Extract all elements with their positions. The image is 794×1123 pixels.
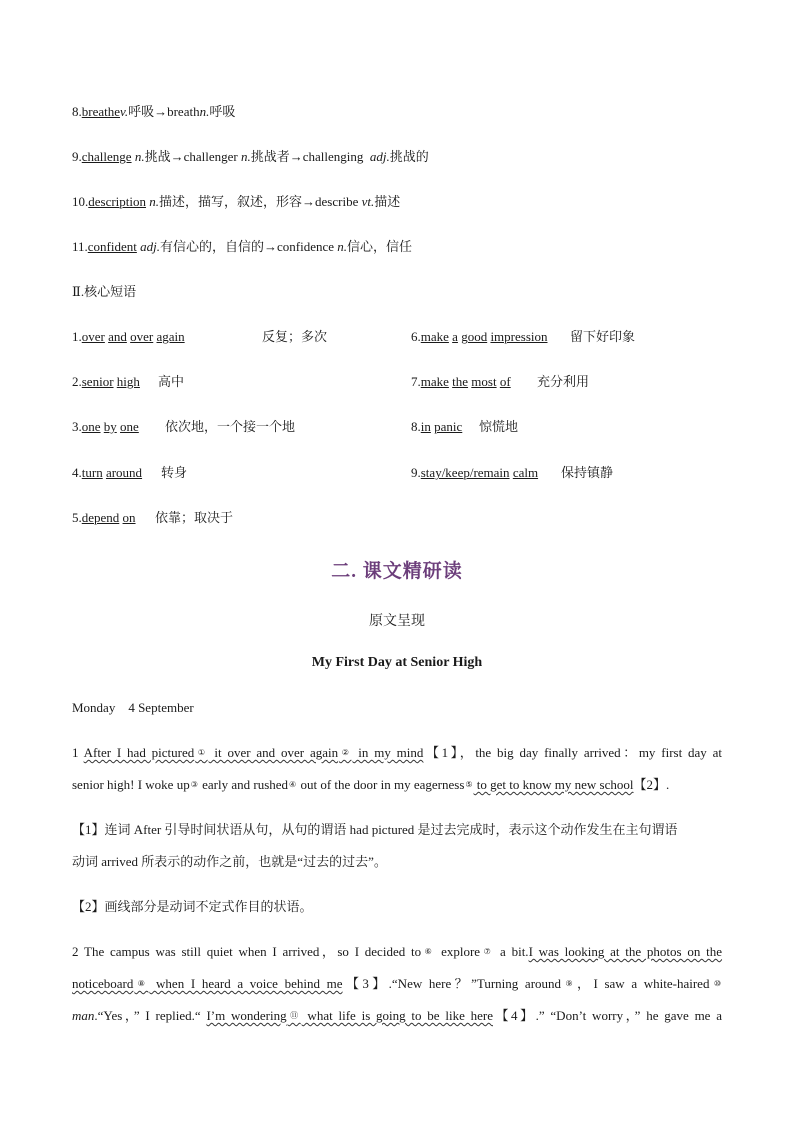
phrase-word: make: [420, 329, 449, 344]
related-word: confidence: [277, 239, 335, 254]
underlined-clause: to get to know my new school: [473, 777, 634, 792]
chinese-meaning: 描述: [374, 194, 401, 209]
item-number: 6.: [411, 329, 421, 344]
text: 【1】，the big day finally arrived：my first day at: [423, 745, 723, 760]
phrase-word: one: [120, 419, 139, 434]
note-1-line-1: 【1】连词 After 引导时间状语从句，从句的谓语 had pictured 是过去完成时，表示这个动作发生在主句谓语: [72, 822, 678, 837]
phrase-word: on: [122, 510, 136, 525]
date-line: Monday 4 September: [72, 700, 194, 715]
vocab-item-8: [72, 104, 235, 120]
text: what life is going to be like here: [301, 1008, 493, 1023]
part-of-speech: v.: [120, 104, 129, 119]
phrase-word: senior: [81, 374, 114, 389]
chinese-meaning: 有信心的，自信的: [160, 239, 265, 254]
underlined-clause: [206, 1008, 493, 1023]
related-word: challenger: [183, 149, 238, 164]
phrase-word: stay/keep/remain: [420, 465, 510, 480]
item-number: 10.: [72, 194, 89, 209]
phrase-meaning: 惊慌地: [479, 419, 519, 434]
part-of-speech: adj.: [140, 239, 160, 254]
chinese-meaning: 信心，信任: [347, 239, 413, 254]
phrase-word: panic: [434, 419, 463, 434]
phrase-word: turn: [81, 465, 103, 480]
paragraph-2-line-3: [72, 1008, 722, 1024]
note-2: 【2】画线部分是动词不定式作目的状语。: [72, 899, 313, 914]
phrases-heading: Ⅱ.核心短语: [72, 284, 137, 299]
text: early and rushed: [198, 777, 289, 792]
phrase-word: calm: [512, 465, 539, 480]
item-number: 11.: [72, 239, 88, 254]
subheading: 原文呈现: [369, 614, 425, 629]
text: .“Yes，” I replied.“: [94, 1008, 207, 1023]
arrow: →: [154, 104, 168, 119]
text: when I heard a voice behind me: [149, 976, 343, 991]
annotation-marker: ⑦: [481, 947, 494, 956]
chinese-meaning: 描述，描写，叙述，形容: [159, 194, 303, 209]
item-number: 5.: [72, 510, 82, 525]
part-of-speech: n.: [199, 104, 210, 119]
item-number: 9.: [72, 149, 82, 164]
item-number: 2.: [72, 374, 82, 389]
vocab-word: breathe: [81, 104, 121, 119]
phrase-word: in: [420, 419, 431, 434]
chinese-meaning: 呼吸: [209, 104, 236, 119]
item-number: 8.: [411, 419, 421, 434]
vocab-item-9: [72, 149, 429, 165]
phrase-word: the: [452, 374, 469, 389]
phrase-word: high: [116, 374, 140, 389]
text: noticeboard: [72, 976, 134, 991]
annotation-marker: ⑩: [710, 979, 722, 988]
phrase-word: over: [130, 329, 154, 344]
phrase-word: make: [420, 374, 449, 389]
chinese-meaning: 挑战的: [389, 149, 429, 164]
annotation-marker: ⑪: [287, 1011, 301, 1020]
chinese-meaning: 呼吸: [128, 104, 155, 119]
arrow: →: [289, 149, 303, 164]
underlined-clause: [84, 745, 424, 760]
related-word: breath: [167, 104, 200, 119]
text: explore: [435, 944, 481, 959]
story-title: My First Day at Senior High: [311, 655, 483, 670]
phrase-item-9: [411, 465, 614, 481]
phrase-item-8: [411, 419, 519, 435]
paragraph-1-line-2: [72, 777, 722, 793]
phrase-item-7: [411, 374, 590, 390]
annotation-marker: ⑤: [465, 780, 473, 789]
paragraph-1-line-1: [72, 745, 722, 761]
vocab-word: challenge: [81, 149, 132, 164]
part-of-speech: vt.: [361, 194, 375, 209]
part-of-speech: n.: [240, 149, 251, 164]
phrase-meaning: 保持镇静: [561, 465, 614, 480]
annotation-marker: ③: [190, 780, 198, 789]
phrase-item-1: [72, 329, 328, 345]
phrase-meaning: 依靠；取决于: [155, 510, 234, 525]
phrase-meaning: 高中: [158, 374, 185, 389]
phrase-meaning: 转身: [161, 465, 188, 480]
phrase-word: of: [499, 374, 511, 389]
annotation-marker: ⑥: [422, 947, 435, 956]
text: ，I saw a white-haired: [577, 976, 710, 991]
phrase-word: by: [103, 419, 117, 434]
part-of-speech: n.: [337, 239, 348, 254]
part-of-speech: adj.: [369, 149, 390, 164]
vocab-word: description: [88, 194, 147, 209]
phrase-word: depend: [81, 510, 120, 525]
item-number: 9.: [411, 465, 421, 480]
note-1-line-2: 动词 arrived 所表示的动作之前，也就是“过去的过去”。: [72, 854, 387, 869]
underlined-clause: [72, 976, 343, 991]
text: 【2】.: [633, 777, 670, 792]
item-number: 1.: [72, 329, 82, 344]
phrase-word: around: [105, 465, 143, 480]
vocab-item-10: [72, 194, 400, 210]
item-number: 4.: [72, 465, 82, 480]
text: 1: [72, 745, 84, 760]
arrow: →: [170, 149, 184, 164]
item-number: 7.: [411, 374, 421, 389]
phrase-word: and: [108, 329, 127, 344]
phrase-item-4: [72, 465, 188, 481]
text: out of the door in my eagerness: [297, 777, 465, 792]
phrase-meaning: 反复；多次: [262, 329, 328, 344]
annotation-marker: ④: [289, 780, 297, 789]
part-of-speech: n.: [134, 149, 145, 164]
text: it over and over again: [208, 745, 339, 760]
text: senior high! I woke up: [72, 777, 190, 792]
related-word: describe: [315, 194, 359, 209]
phrase-meaning: 充分利用: [537, 374, 590, 389]
phrase-word: again: [156, 329, 185, 344]
phrase-item-2: [72, 374, 185, 390]
phrase-meaning: 依次地，一个接一个地: [165, 419, 296, 434]
text: 【4】.” “Don’t worry，” he gave me a: [493, 1008, 722, 1023]
section-title: 二. 课文精研读: [331, 561, 463, 582]
item-number: 3.: [72, 419, 82, 434]
item-number: 8.: [72, 104, 82, 119]
text: 2 The campus was still quiet when I arrived，so I decided to: [72, 944, 422, 959]
underlined-clause: I was looking at the photos on the: [528, 944, 723, 959]
chinese-meaning: 挑战: [144, 149, 171, 164]
phrase-item-3: [72, 419, 296, 435]
phrase-meaning: 留下好印象: [570, 329, 636, 344]
annotation-marker: ①: [195, 748, 208, 757]
vocab-item-11: [72, 239, 412, 255]
vocab-word: confident: [87, 239, 137, 254]
annotation-marker: ②: [339, 748, 352, 757]
text: in my mind: [352, 745, 424, 760]
annotation-marker: ⑧: [134, 979, 149, 988]
chinese-meaning: 挑战者: [250, 149, 290, 164]
paragraph-2-line-2: [72, 976, 722, 992]
paragraph-2-line-1: [72, 944, 722, 960]
annotation-marker: ⑨: [562, 979, 577, 988]
text: a bit.: [494, 944, 529, 959]
phrase-word: impression: [490, 329, 548, 344]
phrase-item-5: [72, 510, 234, 526]
arrow: →: [264, 239, 278, 254]
text: I’m wondering: [206, 1008, 287, 1023]
text: man: [72, 1008, 95, 1023]
text: 【3】.“New here？”Turning around: [342, 976, 562, 991]
arrow: →: [302, 194, 316, 209]
part-of-speech: n.: [149, 194, 160, 209]
phrase-word: a: [452, 329, 458, 344]
phrase-word: over: [81, 329, 105, 344]
related-word: challenging: [302, 149, 364, 164]
phrase-word: good: [461, 329, 488, 344]
text: After I had pictured: [83, 745, 195, 760]
phrase-word: most: [471, 374, 497, 389]
phrase-item-6: [411, 329, 636, 345]
phrase-word: one: [81, 419, 101, 434]
